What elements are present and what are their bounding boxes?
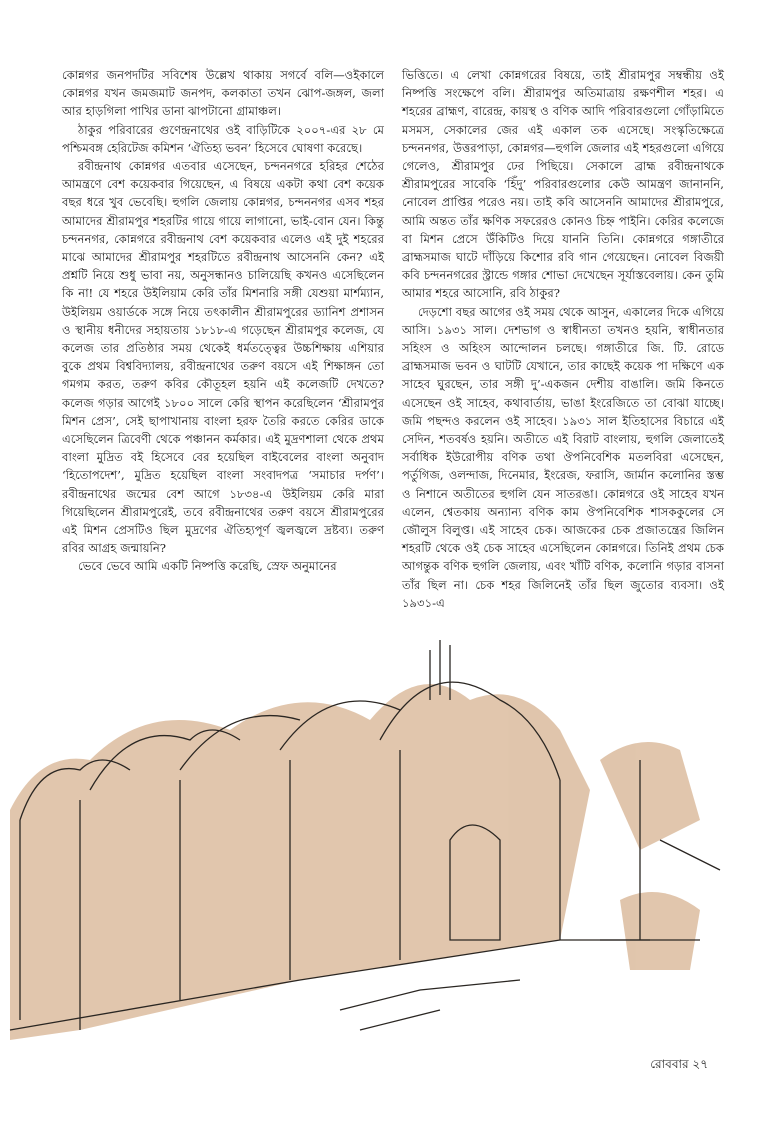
paragraph: ঠাকুর পরিবারের গুণেন্দ্রনাথের ওই বাড়িটিকে ২০০৭-এর ২৮ মে পশ্চিমবঙ্গ হেরিটেজ কমিশন ‘ঐতিহ্য ভবন’ হিসেবে ঘোষণা করেছে। (62, 122, 384, 155)
temple-sketch-illustration (0, 640, 770, 1060)
right-column (402, 66, 724, 612)
page-footer: রোববার ২৭ (650, 1057, 708, 1071)
paragraph: দেড়শো বছর আগের ওই সময় থেকে আসুন, একালের দিকে এগিয়ে আসি। ১৯৩১ সাল। দেশভাগ ও স্বাধীনতা তখনও হয়নি, স্বাধীনতার সহিংস ও অহিংস আন্দোলন চলছে। গঙ্গাতীরে জি. টি. রোডে ব্রাহ্মসমাজ ভবন ও ঘাটটি যেখানে, তার কাছেই কয়েক পা দক্ষিণে এক সাহেব ঘুরছেন, তার সঙ্গী দু’-একজন দেশীয় বাঙালি। জমি কিনতে এসেছেন ওই সাহেব, কথাবার্তায়, ভাঙা ইংরেজিতে তা বোঝা যাচ্ছে। জমি পছন্দও করলেন ওই সাহেব। ১৯৩১ সাল ইতিহাসের বিচারে এই সেদিন, শতবর্ষও হয়নি। অতীতে এই বিরাট বাংলায়, হুগলি জেলাতেই সর্বাধিক ইউরোপীয় বণিক তথা ঔপনিবেশিক মতলবিরা এসেছেন, পর্তুগিজ, ওলন্দাজ, দিনেমার, ইংরেজ, ফরাসি, জার্মান কলোনির স্তম্ভ ও নিশানে অতীতের হুগলি যেন সাতরঙা। কোন্নগরে ওই সাহেব যখন এলেন, শ্বেতকায় অন্যান্য বণিক কাম ঔপনিবেশিক শাসককুলের সে জৌলুস বিলুপ্ত। এই সাহেব চেক। আজকের চেক প্রজাতন্ত্রের জিলিন শহরটি থেকে ওই চেক সাহেব এসেছিলেন কোন্নগরে। তিনিই প্রথম চেক আগন্তুক বণিক হুগলি জেলায়, এবং খাঁটি বণিক, কলোনি গড়ার বাসনা তাঁর ছিল না। চেক শহর জিলিনেই তাঁর ছিল জুতোর ব্যবসা। ওই ১৯৩১-এ (402, 304, 724, 610)
paragraph: কোন্নগর জনপদটির সবিশেষ উল্লেখ থাকায় সগর্বে বলি—ওইকালে কোন্নগর যখন জমজমাট জনপদ, কলকাতা তখন ঝোপ-জঙ্গল, জলা আর হাড়গিলা পাখির ডানা ঝাপটানো গ্রামাঞ্চল। (62, 68, 384, 119)
sepia-wash (10, 684, 700, 1040)
paragraph: রবীন্দ্রনাথ কোন্নগর এতবার এসেছেন, চন্দননগরে হরিহর শেঠের আমন্ত্রণে বেশ কয়েকবার গিয়েছেন, এ বিষয়ে একটা কথা বেশ কয়েক বছর ধরে খুব ভেবেছি। হুগলি জেলায় কোন্নগর, চন্দননগর এসব শহর আমাদের শ্রীরামপুর শহরটির গায়ে গায়ে লাগানো, ভাই-বোন যেন। কিন্তু চন্দননগর, কোন্নগরে রবীন্দ্রনাথ বেশ কয়েকবার এলেও এই দুই শহরের মাঝে আমাদের শ্রীরামপুর শহরটিতে রবীন্দ্রনাথ আসেননি কেন? এই প্রশ্নটি নিয়ে শুধু ভাবা নয়, অনুসন্ধানও চালিয়েছি কখনও এসেছিলেন কি না! যে শহরে উইলিয়াম কেরি তাঁর মিশনারি সঙ্গী যেশুয়া মার্শম্যান, উইলিয়ম ওয়ার্ডকে সঙ্গে নিয়ে তৎকালীন শ্রীরামপুরের ড্যানিশ প্রশাসন ও স্থানীয় ধনীদের সহায়তায় ১৮১৮-এ গড়েছেন শ্রীরামপুর কলেজ, যে কলেজ তার প্রতিষ্ঠার সময় থেকেই ধর্মতত্ত্বের উচ্চশিক্ষায় এশিয়ার বুকে প্রথম বিশ্ববিদ্যালয়, রবীন্দ্রনাথের তরুণ বয়সে এই শিক্ষাঙ্গন তো গমগম করত, তরুণ কবির কৌতূহল হয়নি এই কলেজটি দেখতে? কলেজ গড়ার আগেই ১৮০০ সালে কেরি স্থাপন করেছিলেন ‘শ্রীরামপুর মিশন প্রেস’, সেই ছাপাখানায় বাংলা হরফ তৈরি করতে কেরির ডাকে এসেছিলেন ত্রিবেণী থেকে পঞ্চানন কর্মকার। এই মুদ্রণশালা থেকে প্রথম বাংলা মুদ্রিত বই হিসেবে বের হয়েছিল বাইবেলের বাংলা অনুবাদ ‘হিতোপদেশ’, মুদ্রিত হয়েছিল বাংলা সংবাদপত্র ‘সমাচার দর্পণ’। রবীন্দ্রনাথের জন্মের বেশ আগে ১৮৩৪-এ উইলিয়ম কেরি মারা গিয়েছিলেন শ্রীরামপুরেই, তবে রবীন্দ্রনাথের তরুণ বয়সে শ্রীরামপুরের এই মিশন প্রেসটিও ছিল মুদ্রণের ঐতিহ্যপূর্ণ জ্বলজ্বলে দ্রষ্টব্য। তরুণ রবির আগ্রহ জন্মায়নি? (62, 159, 384, 556)
left-column (62, 66, 384, 576)
paragraph: ভিত্তিতে। এ লেখা কোন্নগরের বিষয়ে, তাই শ্রীরামপুর সম্বন্ধীয় ওই নিষ্পত্তি সংক্ষেপে বলি। শ্রীরামপুর অতিমাত্রায় রক্ষণশীল শহর। এ শহরের ব্রাহ্মণ, বারেন্দ্র, কায়স্থ ও বণিক আদি পরিবারগুলো গোঁড়ামিতে মসমস, সেকালের জের এই একাল তক এসেছে। সংস্কৃতিক্ষেত্রে চন্দননগর, উত্তরপাড়া, কোন্নগর—হুগলি জেলার এই শহরগুলো এগিয়ে গেলেও, শ্রীরামপুর ঢের পিছিয়ে। সেকালে ব্রাহ্ম রবীন্দ্রনাথকে শ্রীরামপুরের সাবেকি ‘হিঁদু’ পরিবারগুলোর কেউ আমন্ত্রণ জানাননি, নোবেল প্রাপ্তির পরেও নয়। তাই কবি আসেননি আমাদের শ্রীরামপুরে, আমি অন্তত তাঁর ক্ষণিক সফরেরও কোনও চিহ্ন পাইনি। কেরির কলেজে বা মিশন প্রেসে উঁকিটিও দিয়ে যাননি তিনি। কোন্নগরে গঙ্গাতীরে ব্রাহ্মসমাজ ঘাটে দাঁড়িয়ে কিশোর রবি গান গেয়েছেন। নোবেল বিজয়ী কবি চন্দননগরের স্ট্রান্ডে গঙ্গার শোভা দেখেছেন সূর্যাস্তবেলায়। কেন তুমি আমার শহরে আসোনি, রবি ঠাকুর? (402, 68, 724, 301)
paragraph: ভেবে ভেবে আমি একটি নিষ্পত্তি করেছি, স্রেফ অনুমানের (78, 559, 337, 574)
